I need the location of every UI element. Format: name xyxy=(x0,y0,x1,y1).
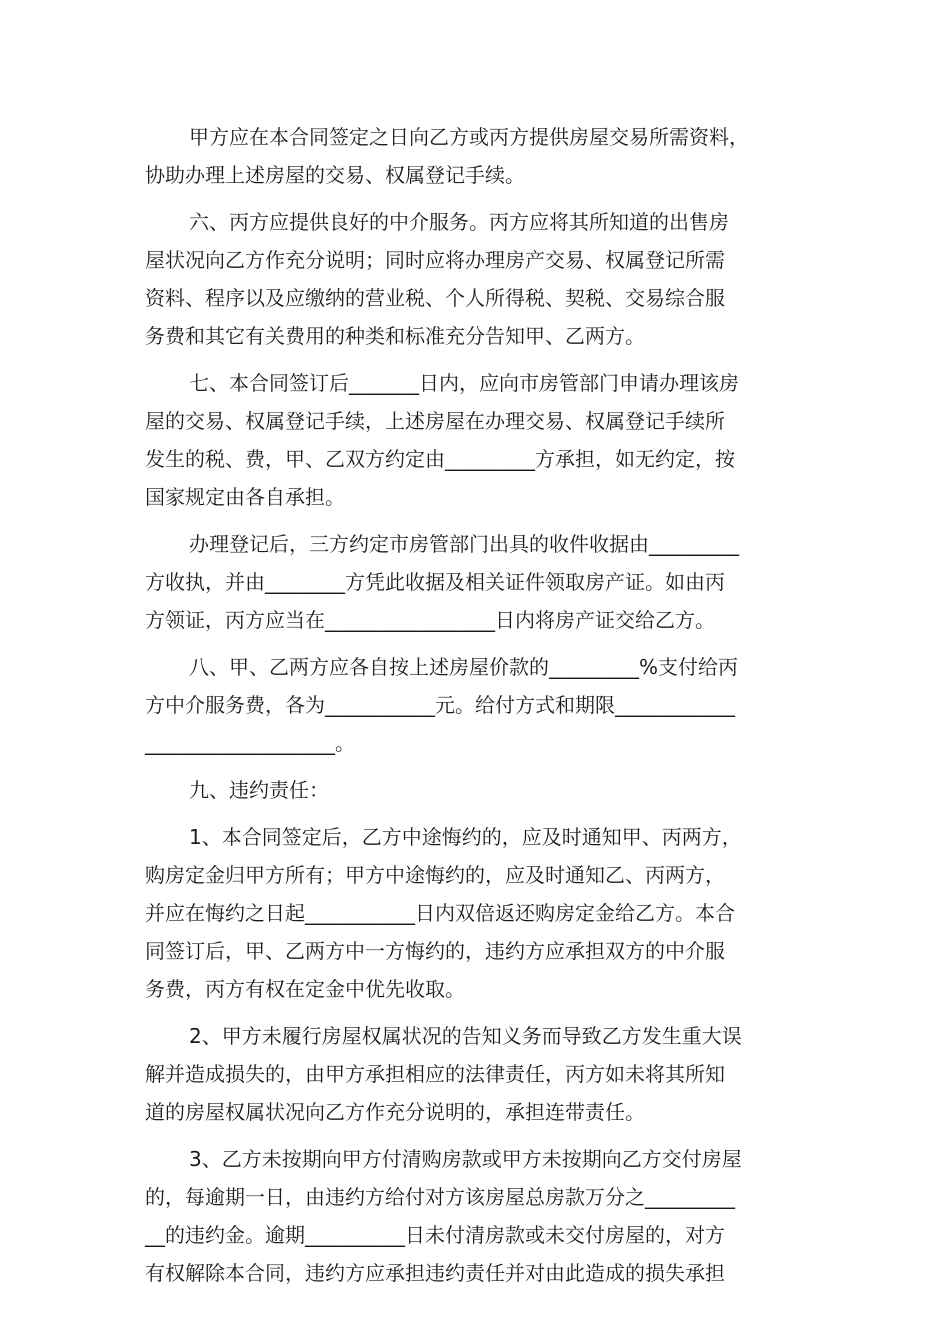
text-line: 务费，丙方有权在定金中优先收取。 xyxy=(145,977,465,1001)
text-line: 国家规定由各自承担。 xyxy=(145,485,345,509)
text-line: 1、本合同签定后，乙方中途悔约的，应及时通知甲、丙两方， xyxy=(189,825,742,849)
document-body xyxy=(145,118,810,1292)
text-line: 道的房屋权属状况向乙方作充分说明的，承担连带责任。 xyxy=(145,1100,645,1124)
text-line: 资料、程序以及应缴纳的营业税、个人所得税、契税、交易综合服 xyxy=(145,286,725,310)
text-line: 方收执，并由________方凭此收据及相关证件领取房产证。如由丙 xyxy=(145,570,725,594)
text-line: 发生的税、费，甲、乙双方约定由_________方承担，如无约定，按 xyxy=(145,447,735,471)
text-line: 2、甲方未履行房屋权属状况的告知义务而导致乙方发生重大误 xyxy=(189,1024,742,1048)
paragraph-breach-2 xyxy=(145,1017,810,1131)
text-line: ___________________。 xyxy=(145,731,355,755)
text-line: 办理登记后，三方约定市房管部门出具的收件收据由_________ xyxy=(189,532,739,556)
text-line: 七、本合同签订后_______日内，应向市房管部门申请办理该房 xyxy=(189,371,739,395)
text-line: 有权解除本合同，违约方应承担违约责任并对由此造成的损失承担 xyxy=(145,1261,725,1285)
text-line: 屋状况向乙方作充分说明；同时应将办理房产交易、权属登记所需 xyxy=(145,248,725,272)
text-line: 九、违约责任： xyxy=(189,778,329,802)
text-line: __的违约金。逾期__________日未付清房款或未交付房屋的，对方 xyxy=(145,1223,725,1247)
paragraph-delivery-docs xyxy=(145,118,810,194)
text-line: 并应在悔约之日起___________日内双倍返还购房定金给乙方。本合 xyxy=(145,901,735,925)
text-line: 协助办理上述房屋的交易、权属登记手续。 xyxy=(145,163,525,187)
paragraph-breach-1 xyxy=(145,818,810,1008)
paragraph-breach-3 xyxy=(145,1140,810,1292)
section-heading-breach xyxy=(145,771,810,809)
text-line: 解并造成损失的，由甲方承担相应的法律责任，丙方如未将其所知 xyxy=(145,1062,725,1086)
text-line: 方领证，丙方应当在_________________日内将房产证交给乙方。 xyxy=(145,608,715,632)
text-line: 同签订后，甲、乙两方中一方悔约的，违约方应承担双方的中介服 xyxy=(145,939,725,963)
paragraph-clause-8 xyxy=(145,648,810,762)
text-line: 3、乙方未按期向甲方付清购房款或甲方未按期向乙方交付房屋 xyxy=(189,1147,742,1171)
text-line: 甲方应在本合同签定之日向乙方或丙方提供房屋交易所需资料， xyxy=(189,125,749,149)
text-line: 购房定金归甲方所有；甲方中途悔约的，应及时通知乙、丙两方， xyxy=(145,863,725,887)
text-line: 方中介服务费，各为___________元。给付方式和期限____________ xyxy=(145,693,735,717)
text-line: 六、丙方应提供良好的中介服务。丙方应将其所知道的出售房 xyxy=(189,210,729,234)
text-line: 屋的交易、权属登记手续，上述房屋在办理交易、权属登记手续所 xyxy=(145,409,725,433)
paragraph-registration xyxy=(145,525,810,639)
paragraph-clause-7 xyxy=(145,364,810,516)
text-line: 八、甲、乙两方应各自按上述房屋价款的_________%支付给丙 xyxy=(189,655,739,679)
text-line: 务费和其它有关费用的种类和标准充分告知甲、乙两方。 xyxy=(145,324,645,348)
text-line: 的，每逾期一日，由违约方给付对方该房屋总房款万分之_________ xyxy=(145,1185,735,1209)
paragraph-clause-6 xyxy=(145,203,810,355)
